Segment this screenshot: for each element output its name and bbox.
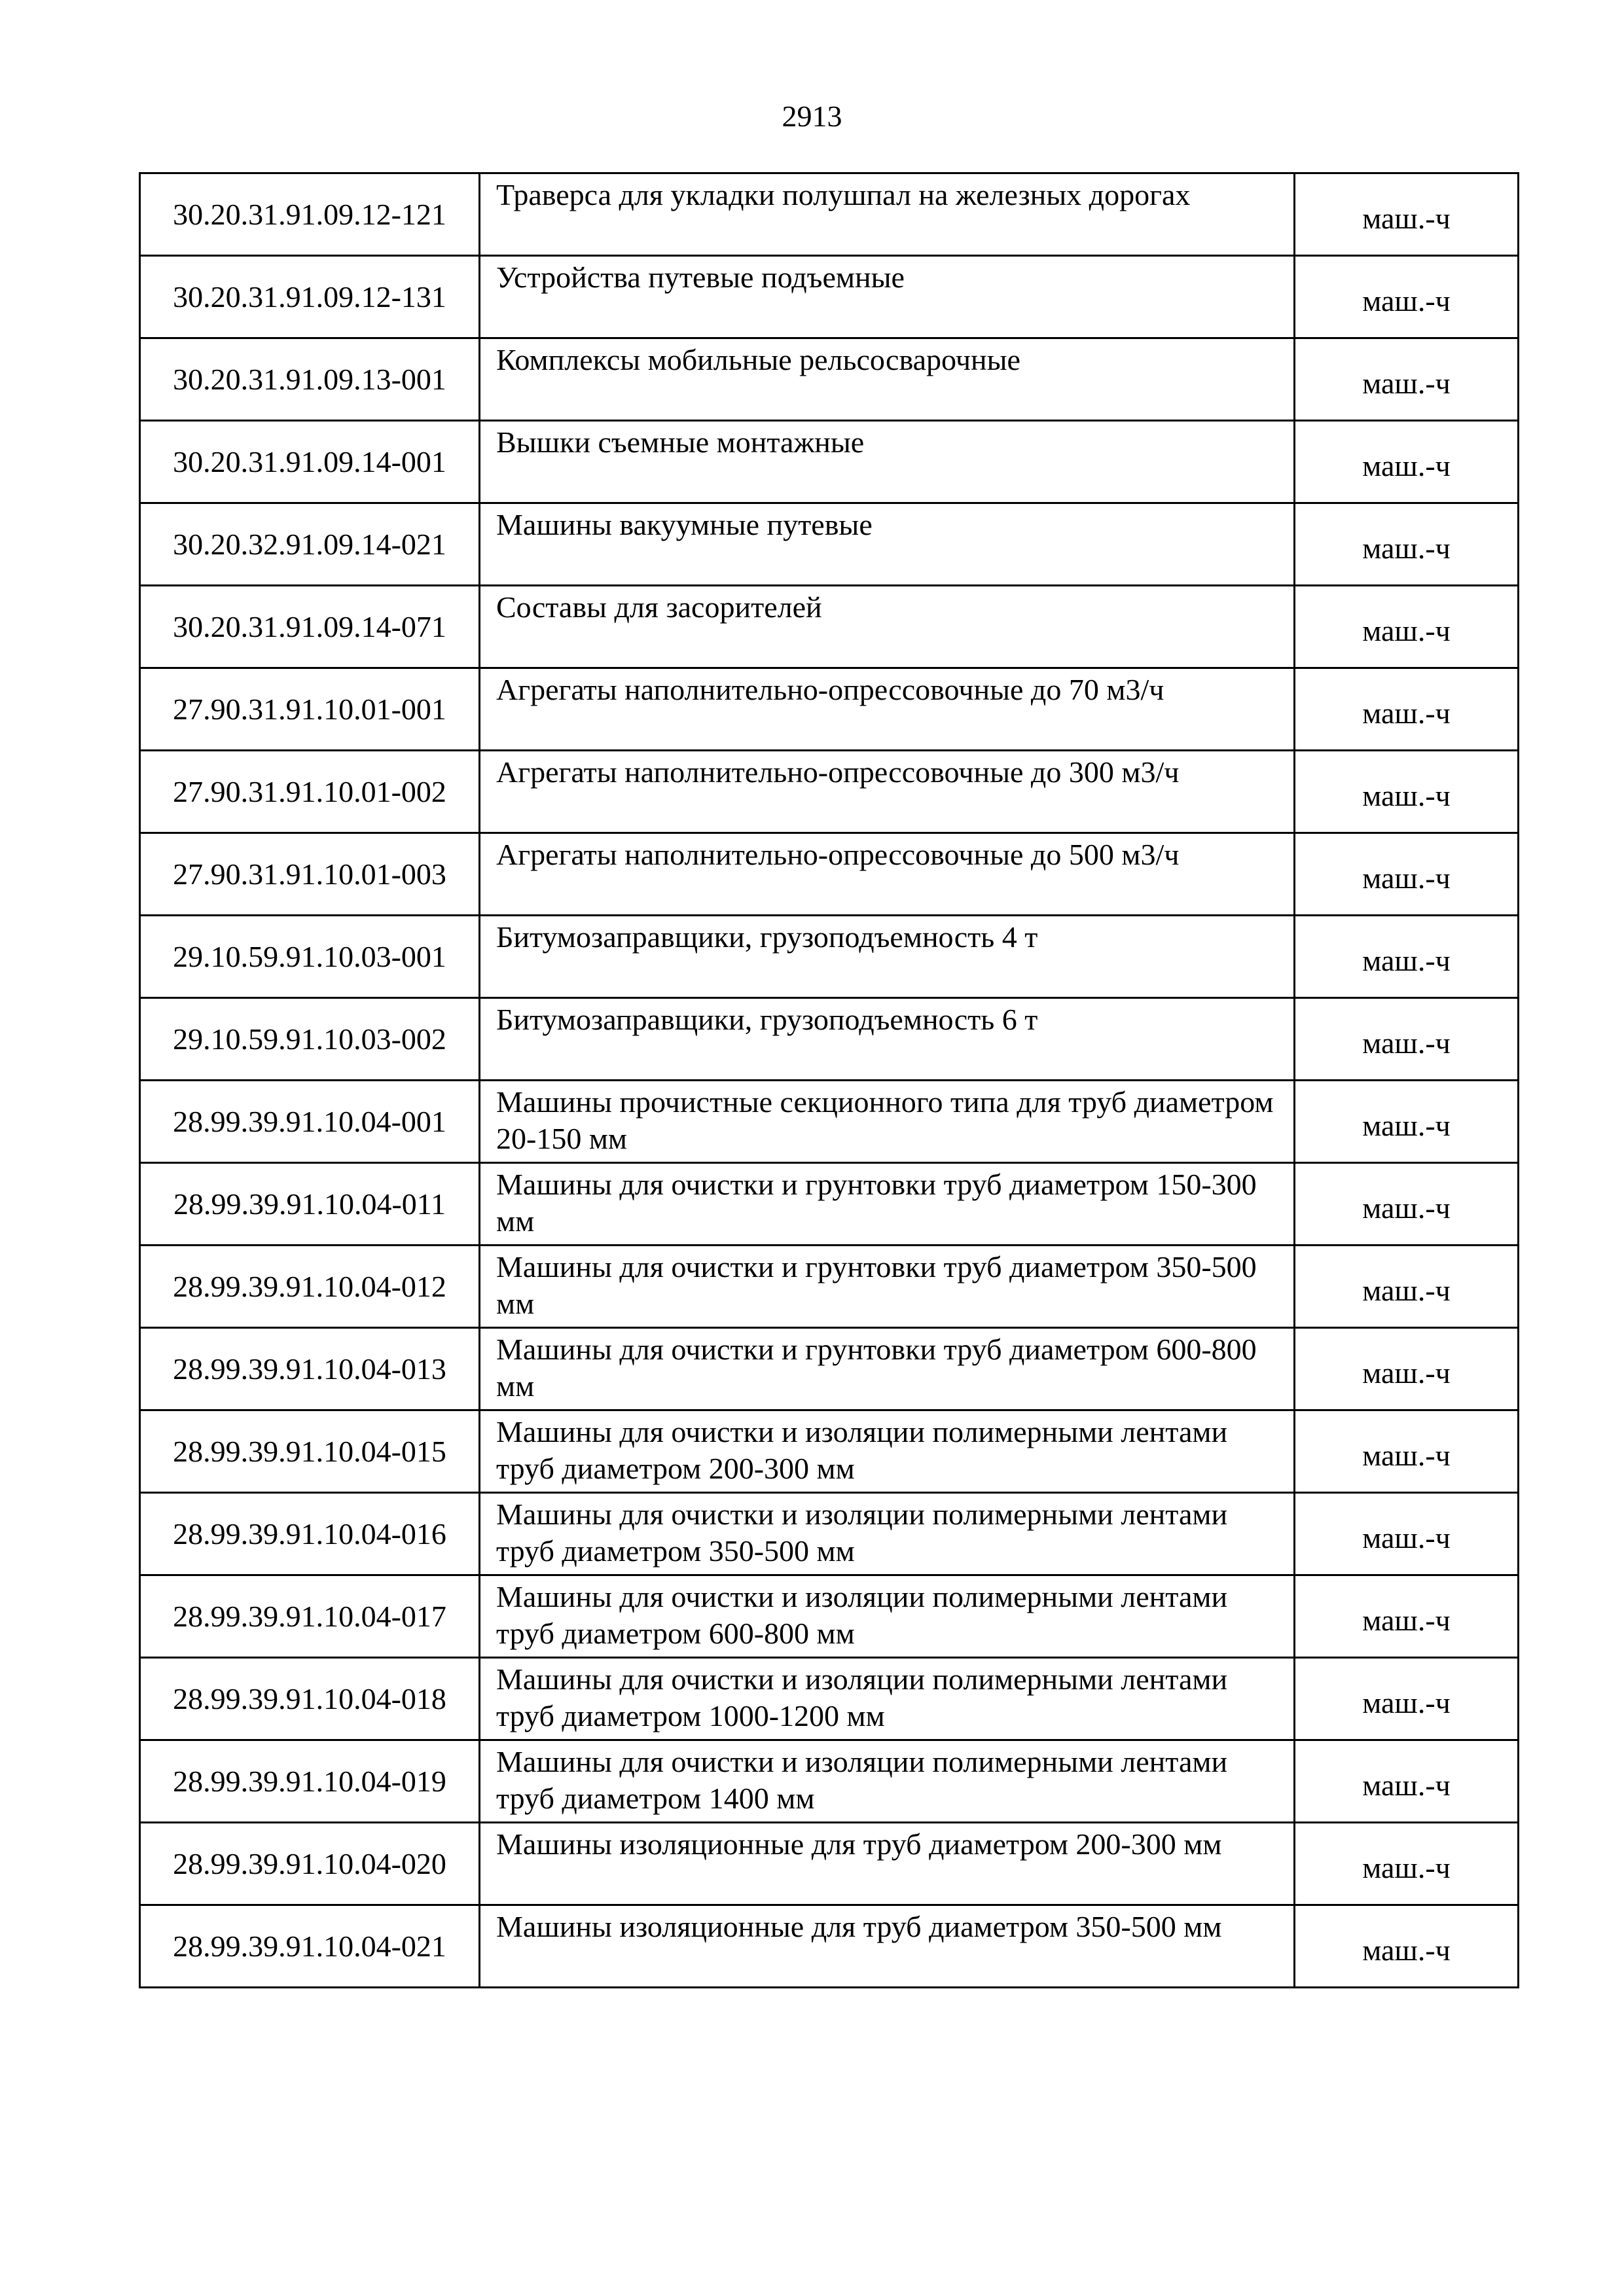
resource-code: 30.20.31.91.09.13-001	[140, 338, 480, 421]
machinery-table	[139, 172, 1519, 1988]
resource-name: Машины для очистки и грунтовки труб диаметром 350-500 мм	[480, 1246, 1295, 1328]
table-row	[140, 1081, 1519, 1163]
table-row	[140, 833, 1519, 916]
unit-cell	[1295, 256, 1519, 338]
unit-of-measure: маш.-ч	[1362, 1191, 1451, 1225]
resource-name: Машины изоляционные для труб диаметром 200-300 мм	[480, 1823, 1295, 1905]
unit-of-measure: маш.-ч	[1362, 1850, 1451, 1884]
resource-code: 28.99.39.91.10.04-016	[140, 1493, 480, 1575]
resource-name: Агрегаты наполнительно-опрессовочные до 300 м3/ч	[480, 751, 1295, 833]
resource-code: 28.99.39.91.10.04-015	[140, 1410, 480, 1493]
unit-cell	[1295, 998, 1519, 1081]
table-row	[140, 751, 1519, 833]
unit-of-measure: маш.-ч	[1362, 943, 1451, 977]
table-row	[140, 1905, 1519, 1988]
unit-cell	[1295, 1575, 1519, 1658]
resource-name: Машины для очистки и изоляции полимерными лентами труб диаметром 350-500 мм	[480, 1493, 1295, 1575]
unit-cell	[1295, 1081, 1519, 1163]
resource-name: Машины изоляционные для труб диаметром 350-500 мм	[480, 1905, 1295, 1988]
unit-cell	[1295, 1658, 1519, 1740]
page-number: 2913	[782, 99, 842, 133]
resource-code: 28.99.39.91.10.04-019	[140, 1740, 480, 1823]
unit-of-measure: маш.-ч	[1362, 1603, 1451, 1637]
resource-code: 28.99.39.91.10.04-018	[140, 1658, 480, 1740]
resource-code: 27.90.31.91.10.01-003	[140, 833, 480, 916]
table-row	[140, 1163, 1519, 1246]
resource-code: 28.99.39.91.10.04-017	[140, 1575, 480, 1658]
unit-of-measure: маш.-ч	[1362, 1520, 1451, 1554]
table-row	[140, 503, 1519, 586]
resource-code: 29.10.59.91.10.03-002	[140, 998, 480, 1081]
table-row	[140, 1575, 1519, 1658]
resource-name: Составы для засорителей	[480, 586, 1295, 668]
table-row	[140, 173, 1519, 256]
resource-code: 30.20.31.91.09.14-001	[140, 421, 480, 503]
resource-name: Устройства путевые подъемные	[480, 256, 1295, 338]
resource-name: Агрегаты наполнительно-опрессовочные до 70 м3/ч	[480, 668, 1295, 751]
unit-of-measure: маш.-ч	[1362, 201, 1451, 235]
table-row	[140, 338, 1519, 421]
unit-cell	[1295, 1328, 1519, 1410]
unit-of-measure: маш.-ч	[1362, 1685, 1451, 1719]
resource-name: Агрегаты наполнительно-опрессовочные до 500 м3/ч	[480, 833, 1295, 916]
unit-cell	[1295, 668, 1519, 751]
resource-code: 28.99.39.91.10.04-012	[140, 1246, 480, 1328]
resource-code: 28.99.39.91.10.04-001	[140, 1081, 480, 1163]
resource-name: Машины прочистные секционного типа для труб диаметром 20-150 мм	[480, 1081, 1295, 1163]
table-row	[140, 998, 1519, 1081]
unit-cell	[1295, 338, 1519, 421]
unit-of-measure: маш.-ч	[1362, 531, 1451, 565]
resource-code: 27.90.31.91.10.01-002	[140, 751, 480, 833]
unit-of-measure: маш.-ч	[1362, 1108, 1451, 1142]
resource-name: Вышки съемные монтажные	[480, 421, 1295, 503]
resource-name: Машины для очистки и грунтовки труб диаметром 150-300 мм	[480, 1163, 1295, 1246]
unit-of-measure: маш.-ч	[1362, 1933, 1451, 1967]
unit-cell	[1295, 833, 1519, 916]
table-row	[140, 1328, 1519, 1410]
resource-code: 28.99.39.91.10.04-013	[140, 1328, 480, 1410]
resource-name: Битумозаправщики, грузоподъемность 6 т	[480, 998, 1295, 1081]
resource-name: Машины для очистки и грунтовки труб диаметром 600-800 мм	[480, 1328, 1295, 1410]
resource-name: Машины для очистки и изоляции полимерными лентами труб диаметром 1400 мм	[480, 1740, 1295, 1823]
unit-cell	[1295, 421, 1519, 503]
unit-cell	[1295, 503, 1519, 586]
resource-name: Комплексы мобильные рельсосварочные	[480, 338, 1295, 421]
resource-name: Машины вакуумные путевые	[480, 503, 1295, 586]
unit-of-measure: маш.-ч	[1362, 366, 1451, 400]
unit-of-measure: маш.-ч	[1362, 861, 1451, 895]
unit-of-measure: маш.-ч	[1362, 1026, 1451, 1060]
table-row	[140, 1823, 1519, 1905]
table-row	[140, 1410, 1519, 1493]
unit-cell	[1295, 1905, 1519, 1988]
unit-of-measure: маш.-ч	[1362, 283, 1451, 317]
unit-of-measure: маш.-ч	[1362, 448, 1451, 482]
table-row	[140, 1658, 1519, 1740]
resource-code: 27.90.31.91.10.01-001	[140, 668, 480, 751]
table-row	[140, 586, 1519, 668]
unit-cell	[1295, 586, 1519, 668]
unit-cell	[1295, 916, 1519, 998]
resource-code: 30.20.32.91.09.14-021	[140, 503, 480, 586]
table-row	[140, 1493, 1519, 1575]
unit-cell	[1295, 1246, 1519, 1328]
unit-of-measure: маш.-ч	[1362, 778, 1451, 812]
unit-of-measure: маш.-ч	[1362, 1438, 1451, 1472]
table-row	[140, 1740, 1519, 1823]
unit-cell	[1295, 1410, 1519, 1493]
unit-cell	[1295, 1740, 1519, 1823]
table-row	[140, 916, 1519, 998]
unit-of-measure: маш.-ч	[1362, 1273, 1451, 1307]
table-row	[140, 1246, 1519, 1328]
unit-cell	[1295, 1163, 1519, 1246]
resource-code: 29.10.59.91.10.03-001	[140, 916, 480, 998]
resource-name: Битумозаправщики, грузоподъемность 4 т	[480, 916, 1295, 998]
unit-of-measure: маш.-ч	[1362, 1768, 1451, 1802]
unit-cell	[1295, 751, 1519, 833]
unit-cell	[1295, 173, 1519, 256]
resource-code: 30.20.31.91.09.14-071	[140, 586, 480, 668]
unit-cell	[1295, 1823, 1519, 1905]
resource-name: Машины для очистки и изоляции полимерными лентами труб диаметром 1000-1200 мм	[480, 1658, 1295, 1740]
unit-of-measure: маш.-ч	[1362, 613, 1451, 647]
resource-code: 28.99.39.91.10.04-021	[140, 1905, 480, 1988]
table-row	[140, 421, 1519, 503]
unit-of-measure: маш.-ч	[1362, 1355, 1451, 1390]
resource-code: 28.99.39.91.10.04-011	[140, 1163, 480, 1246]
table-row	[140, 256, 1519, 338]
resource-name: Траверса для укладки полушпал на железных дорогах	[480, 173, 1295, 256]
resource-name: Машины для очистки и изоляции полимерными лентами труб диаметром 600-800 мм	[480, 1575, 1295, 1658]
resource-code: 28.99.39.91.10.04-020	[140, 1823, 480, 1905]
resource-name: Машины для очистки и изоляции полимерными лентами труб диаметром 200-300 мм	[480, 1410, 1295, 1493]
table-row	[140, 668, 1519, 751]
unit-cell	[1295, 1493, 1519, 1575]
table-body	[140, 173, 1519, 1988]
unit-of-measure: маш.-ч	[1362, 696, 1451, 730]
resource-code: 30.20.31.91.09.12-121	[140, 173, 480, 256]
resource-code: 30.20.31.91.09.12-131	[140, 256, 480, 338]
